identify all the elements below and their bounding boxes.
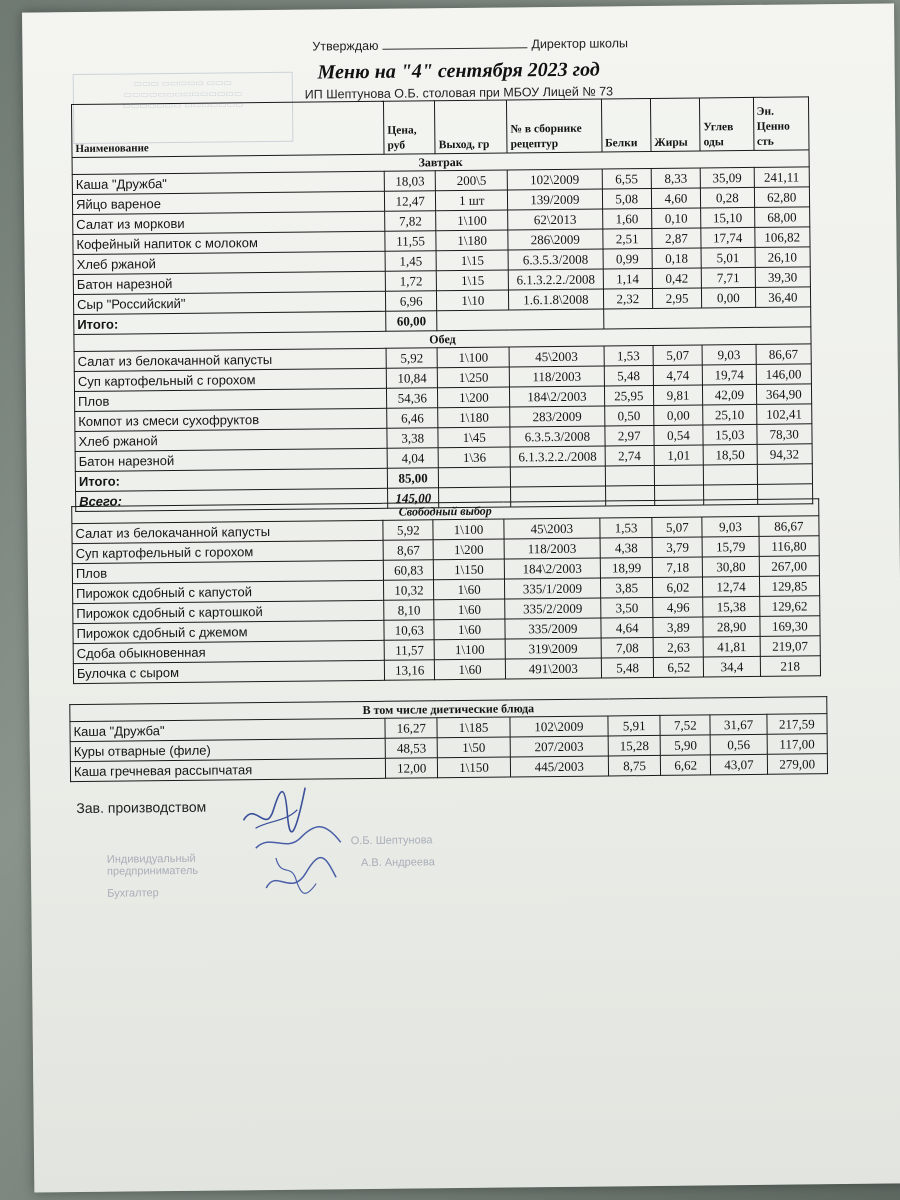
cell-value: 28,90 [703,616,759,637]
cell-value: 25,10 [703,404,757,425]
cell-value: 4,64 [601,617,653,638]
cell-value: 68,00 [754,207,810,228]
page-title: Меню на "4" сентября 2023 год [317,58,600,84]
cell-value: 0,10 [651,208,700,229]
cell-value: 15,79 [703,536,759,557]
cell-value: 1\180 [436,230,508,251]
dish-name: Салат из белокачанной капусты [74,348,386,371]
cell-value: 1,60 [602,208,651,229]
cell-value: 207/2003 [510,736,609,757]
cell-value: 6,96 [385,291,437,312]
cell-value: 15,10 [701,207,755,228]
cell-value: 6,55 [602,168,651,189]
grand-total-label: Всего: [76,488,388,511]
cell-value: 0,18 [652,248,701,269]
cell-value: 8,75 [608,755,660,776]
ip-label: Индивидуальный предприниматель [106,852,199,878]
cell-value: 6.1.3.2.2./2008 [508,269,603,290]
cell-value: 335/2/2009 [504,598,601,619]
cell-value: 1\50 [438,737,510,758]
menu-sheet [22,3,900,1192]
cell-value: 6.3.5.3/2008 [508,249,603,270]
cell-value: 1 шт [436,190,508,211]
cell-value: 2,63 [653,637,703,658]
cell-value: 0,42 [652,268,701,289]
cell-value: 146,00 [756,364,812,385]
cell-value: 16,27 [385,718,437,739]
cell-value: 169,30 [760,616,821,637]
cell-value: 8,10 [384,600,434,621]
cell-value: 48,53 [385,738,437,759]
cell-value: 18,99 [600,557,652,578]
cell-value: 106,82 [754,227,810,248]
cell-value: 36,40 [755,287,811,308]
dish-name: Куры отварные (филе) [70,738,385,761]
cell-value: 15,28 [608,735,660,756]
grand-total-value: 145,00 [388,488,440,509]
dish-name: Сдоба обыкновенная [73,640,384,663]
cell-value: 1,14 [603,268,652,289]
cell-value: 1\60 [434,579,504,600]
cell-value: 18,50 [703,444,757,465]
cell-value: 26,10 [755,247,811,268]
dish-name: Батон нарезной [75,448,387,471]
dish-name: Каша гречневая рассыпчатая [70,758,385,781]
dish-name: Яйцо вареное [72,191,384,214]
cell-value: 1\180 [438,407,510,428]
cell-value: 1\15 [436,250,508,271]
cell-value: 31,67 [710,714,766,735]
cell-value: 8,33 [651,168,700,189]
section-title: Обед [74,327,811,352]
cell-value: 60,83 [384,560,434,581]
cell-value: 12,00 [386,758,438,779]
cell-value: 102\2009 [510,716,609,737]
cell-value: 139/2009 [508,189,603,210]
cell-value: 1\100 [436,210,508,231]
dish-name: Суп картофельный с горохом [72,540,383,563]
dish-name: Суп картофельный с горохом [74,368,386,391]
cell-value: 129,85 [759,576,820,597]
dish-name: Пирожок сдобный с джемом [73,620,384,643]
cell-value: 41,81 [704,636,760,657]
cell-value: 218 [760,656,821,677]
cell-value: 2,97 [604,425,653,446]
cell-value: 1\36 [438,447,510,468]
section-title: Завтрак [72,150,809,175]
cell-value: 1,53 [600,517,652,538]
cell-value: 184\2/2003 [504,558,601,579]
cell-value: 34,4 [704,656,760,677]
cell-value: 267,00 [759,556,820,577]
menu-table-diet [69,696,828,782]
cell-value: 1,01 [654,445,703,466]
cell-value: 12,74 [703,576,759,597]
column-header: Цена, руб [384,101,436,155]
cell-value: 2,87 [652,228,701,249]
cell-value: 1\15 [437,270,509,291]
cell-value: 1,72 [385,271,437,292]
cell-value: 1\60 [434,599,504,620]
cell-value: 241,11 [754,167,810,188]
column-header: Белки [601,98,651,152]
cell-value: 1\100 [433,519,503,540]
cell-value: 1\100 [435,639,505,660]
cell-value: 3,38 [387,428,439,449]
cell-value: 7,82 [385,211,437,232]
total-value: 60,00 [386,311,438,332]
cell-value: 118/2003 [509,366,604,387]
page-subtitle: ИП Шептунова О.Б. столовая при МБОУ Лицей № 73 [304,84,614,102]
cell-value: 5,91 [608,715,660,736]
cell-value: 39,30 [755,267,811,288]
cell-value: 94,32 [757,444,813,465]
cell-value: 43,07 [711,754,767,775]
cell-value: 1\250 [438,367,510,388]
cell-value: 0,99 [603,248,652,269]
cell-value: 13,16 [385,660,435,681]
cell-value: 5,07 [653,345,702,366]
ip-signature [245,817,356,908]
cell-value: 6,02 [653,577,703,598]
cell-value: 335/1/2009 [504,578,601,599]
cell-value: 10,32 [384,580,434,601]
cell-value: 0,28 [701,187,755,208]
cell-value: 2,51 [602,228,651,249]
cell-value: 2,74 [605,445,654,466]
cell-value: 1\100 [437,347,509,368]
dish-name: Хлеб ржаной [75,428,387,451]
cell-value: 283/2009 [510,406,605,427]
cell-value: 4,60 [651,188,700,209]
column-header: Углев оды [700,97,754,151]
dish-name: Кофейный напиток с молоком [73,231,385,254]
cell-value: 1\150 [438,757,510,778]
cell-value: 9,81 [653,385,702,406]
cell-value: 129,62 [759,596,820,617]
cell-value: 6.3.5.3/2008 [510,426,605,447]
cell-value: 7,71 [701,267,755,288]
cell-value: 86,67 [759,516,820,537]
cell-value: 1.6.1.8\2008 [509,289,604,310]
cell-value: 5,48 [604,365,653,386]
dish-name: Сыр "Российский" [73,291,385,314]
cell-value: 1\45 [438,427,510,448]
free-choice-rows [72,516,821,684]
cell-value: 1\10 [437,290,509,311]
section-title: Свободный выбор [72,499,819,524]
cell-value: 6,52 [654,657,704,678]
cell-value: 86,67 [756,344,812,365]
cell-value: 491\2003 [505,658,602,679]
dish-name: Пирожок сдобный с капустой [73,580,384,603]
cell-value: 319\2009 [505,638,602,659]
cell-value: 1\200 [433,539,503,560]
cell-value: 102\2009 [507,169,602,190]
cell-value: 30,80 [703,556,759,577]
dish-name: Батон нарезной [73,271,385,294]
cell-value: 3,85 [601,577,653,598]
menu-table-main [71,96,813,512]
cell-value: 1,45 [385,251,437,272]
total-label: Итого: [75,468,387,491]
dish-name: Плов [72,560,383,583]
breakfast-rows [72,167,810,315]
cell-value: 102,41 [756,404,812,425]
dish-name: Каша "Дружба" [70,718,385,741]
dish-name: Каша "Дружба" [72,171,384,194]
accountant-label: Бухгалтер [107,887,159,900]
cell-value: 445/2003 [510,756,609,777]
cell-value: 217,59 [767,714,828,735]
cell-value: 62,80 [754,187,810,208]
cell-value: 7,08 [601,637,653,658]
cell-value: 4,74 [653,365,702,386]
column-header: № в сборнике рецептур [507,99,602,153]
cell-value: 219,07 [760,636,821,657]
cell-value: 9,03 [702,344,756,365]
cell-value: 7,18 [653,557,703,578]
accountant-name: А.В. Андреева [360,856,435,870]
cell-value: 18,03 [384,171,436,192]
cell-value: 279,00 [767,754,828,775]
cell-value: 116,80 [759,536,820,557]
cell-value: 10,63 [384,620,434,641]
cell-value: 335/2009 [505,618,602,639]
production-manager-label: Зав. производством [76,798,207,817]
cell-value: 364,90 [756,384,812,405]
cell-value: 117,00 [767,734,828,755]
header-row [71,97,809,158]
cell-value: 4,04 [387,448,439,469]
cell-value: 5,01 [701,247,755,268]
cell-value: 35,09 [700,167,754,188]
cell-value: 3,79 [652,537,702,558]
column-header: Жиры [650,98,700,152]
section-title: В том числе диетические блюда [70,697,827,722]
cell-value: 62\2013 [508,209,603,230]
cell-value: 1\150 [434,559,504,580]
cell-value: 1\200 [438,387,510,408]
cell-value: 78,30 [756,424,812,445]
cell-value: 45\2003 [509,346,604,367]
cell-value: 1\185 [437,717,509,738]
column-header: Выход, гр [435,100,507,154]
cell-value: 6.1.3.2.2./2008 [510,446,605,467]
cell-value: 0,00 [702,287,756,308]
cell-value: 2,32 [603,288,652,309]
cell-value: 10,84 [386,368,438,389]
dish-name: Хлеб ржаной [73,251,385,274]
total-value: 85,00 [387,468,439,489]
cell-value: 0,00 [654,405,703,426]
cell-value: 8,67 [383,540,433,561]
cell-value: 15,03 [703,424,757,445]
cell-value: 0,56 [711,734,767,755]
cell-value: 2,95 [652,288,701,309]
cell-value: 11,55 [385,231,437,252]
dish-name: Компот из смеси сухофруктов [75,408,387,431]
cell-value: 0,50 [604,405,653,426]
cell-value: 200\5 [436,170,508,191]
cell-value: 15,38 [703,596,759,617]
cell-value: 5,48 [601,657,653,678]
lunch-rows [74,344,812,472]
cell-value: 1,53 [604,345,653,366]
cell-value: 5,08 [602,188,651,209]
cell-value: 6,62 [661,755,711,776]
cell-value: 5,07 [652,517,702,538]
cell-value: 5,90 [660,735,710,756]
approve-signature-line [382,47,527,50]
cell-value: 1\60 [434,619,504,640]
cell-value: 5,92 [386,348,438,369]
cell-value: 5,92 [383,520,433,541]
column-header: Наименование [71,101,384,157]
cell-value: 118/2003 [504,538,601,559]
cell-value: 25,95 [604,385,653,406]
cell-value: 286\2009 [508,229,603,250]
cell-value: 6,46 [387,408,439,429]
cell-value: 4,38 [600,537,652,558]
dish-name: Салат из моркови [73,211,385,234]
menu-table-free-choice [71,498,821,684]
dish-name: Булочка с сыром [73,660,384,683]
cell-value: 11,57 [384,640,434,661]
approve-label: Утверждаю [312,38,379,54]
cell-value: 19,74 [702,364,756,385]
ip-name: О.Б. Шептунова [350,834,433,848]
cell-value: 45\2003 [504,518,601,539]
cell-value: 1\60 [435,659,505,680]
column-header: Эн. Ценно сть [753,97,809,151]
cell-value: 4,96 [653,597,703,618]
cell-value: 0,54 [654,425,703,446]
faded-stamp: ▭▭▭ ▭▭▭▭▭ ▭▭▭ ▭▭▭▭▭▭▭▭▭▭▭▭▭▭ ▭▭▭▭▭▭▭ ▭▭▭▭▭▭▭ [73,72,294,144]
cell-value: 3,50 [601,597,653,618]
diet-rows [70,714,828,782]
director-label: Директор школы [531,36,629,52]
cell-value: 184\2/2003 [510,386,605,407]
dish-name: Пирожок сдобный с картошкой [73,600,384,623]
total-label: Итого: [74,311,386,334]
cell-value: 9,03 [702,516,758,537]
cell-value: 12,47 [384,191,436,212]
cell-value: 3,89 [653,617,703,638]
dish-name: Салат из белокачанной капусты [72,520,383,543]
cell-value: 17,74 [701,227,755,248]
approval-line [312,34,872,54]
dish-name: Плов [74,388,386,411]
cell-value: 7,52 [660,715,710,736]
cell-value: 42,09 [703,384,757,405]
cell-value: 54,36 [387,388,439,409]
